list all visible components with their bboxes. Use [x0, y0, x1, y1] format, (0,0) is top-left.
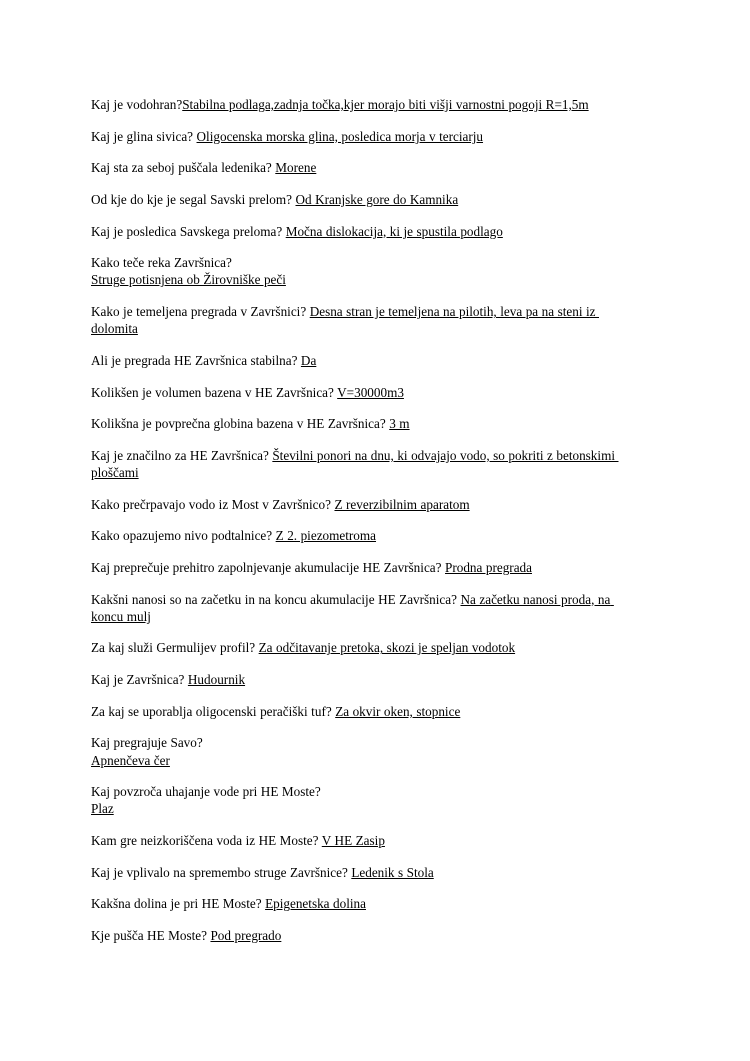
question-text: Za kaj služi Germulijev profil?	[91, 640, 256, 656]
answer-text: Da	[300, 352, 317, 368]
answer-text: Plaz	[91, 801, 114, 817]
answer-text: Številni ponori na dnu, ki odvajajo vodo, so pokriti z betonskimi ploščami	[91, 447, 619, 481]
qa-item	[91, 384, 632, 401]
answer-text: Za okvir oken, stopnice	[335, 703, 461, 719]
qa-item	[91, 496, 632, 513]
qa-item	[91, 415, 632, 432]
answer-text: Oligocenska morska glina, posledica morja v terciarju	[196, 128, 484, 144]
question-text: Ali je pregrada HE Završnica stabilna?	[91, 352, 298, 368]
question-text: Kaj sta za seboj puščala ledenika?	[91, 160, 272, 176]
answer-text: Na začetku nanosi proda, na koncu mulj	[91, 591, 614, 624]
qa-item	[91, 96, 632, 113]
qa-item	[91, 864, 632, 881]
answer-text: Apnenčeva čer	[91, 752, 170, 768]
answer-text: V HE Zasip	[321, 833, 385, 849]
question-text: Kaj je posledica Savskega preloma?	[91, 223, 283, 239]
qa-item	[91, 352, 632, 369]
answer-text: Ledenik s Stola	[351, 864, 434, 880]
qa-item	[91, 895, 632, 912]
answer-text: Prodna pregrada	[445, 560, 532, 575]
question-text: Kaj povzroča uhajanje vode pri HE Moste?	[91, 784, 321, 800]
answer-text: Stabilna podlaga,zadnja točka,kjer morajo biti višji varnostni pogoji R=1,5m	[182, 97, 589, 112]
qa-item	[91, 559, 632, 576]
qa-item	[91, 671, 632, 688]
question-text: Za kaj se uporablja oligocenski peračiški tuf?	[91, 703, 332, 719]
question-text: Kam gre neizkoriščena voda iz HE Moste?	[91, 833, 319, 849]
question-text: Kakšna dolina je pri HE Moste?	[91, 896, 262, 912]
answer-text: V=30000m3	[337, 384, 404, 400]
answer-text: Epigenetska dolina	[265, 896, 366, 912]
answer-text: Hudournik	[187, 672, 246, 688]
qa-item	[91, 783, 632, 817]
question-text: Kako je temeljena pregrada v Završnici?	[91, 304, 307, 320]
answer-text: Močna dislokacija, ki je spustila podlago	[285, 223, 503, 239]
qa-item	[91, 591, 632, 625]
answer-text: Struge potisnjena ob Žirovniške peči	[91, 272, 286, 288]
question-text: Kaj je Završnica?	[91, 672, 185, 688]
qa-item	[91, 223, 632, 240]
answer-text: Za odčitavanje pretoka, skozi je speljan vodotok	[258, 640, 516, 656]
qa-item	[91, 303, 632, 337]
question-text: Kaj je vodohran?	[91, 97, 183, 112]
answer-text: Z reverzibilnim aparatom	[334, 496, 470, 512]
qa-item	[91, 927, 632, 944]
qa-item	[91, 159, 632, 176]
qa-item	[91, 639, 632, 656]
answer-text: Desna stran je temeljena na pilotih, leva pa na steni iz dolomita	[91, 304, 599, 337]
question-text: Kolikšen je volumen bazena v HE Završnica?	[91, 384, 334, 400]
qa-item	[91, 703, 632, 720]
question-text: Kako prečrpavajo vodo iz Most v Završnico?	[91, 496, 331, 512]
question-text: Kakšni nanosi so na začetku in na koncu akumulacije HE Završnica?	[91, 591, 457, 607]
qa-item	[91, 447, 632, 481]
question-text: Kolikšna je povprečna globina bazena v HE Završnica?	[91, 416, 386, 432]
question-text: Kaj je glina sivica?	[91, 128, 194, 144]
question-text: Kako teče reka Završnica?	[91, 255, 232, 271]
question-text: Kaj pregrajuje Savo?	[91, 735, 203, 751]
qa-item	[91, 254, 632, 288]
question-text: Kaj preprečuje prehitro zapolnjevanje akumulacije HE Završnica?	[91, 560, 442, 575]
question-answer-list	[91, 96, 632, 944]
qa-item	[91, 734, 632, 768]
qa-item	[91, 832, 632, 849]
question-text: Od kje do kje je segal Savski prelom?	[91, 191, 292, 207]
answer-text: Morene	[275, 160, 317, 176]
answer-text: Od Kranjske gore do Kamnika	[295, 191, 459, 207]
question-text: Kaj je značilno za HE Završnica?	[91, 447, 269, 463]
question-text: Kaj je vplivalo na spremembo struge Završnice?	[91, 864, 348, 880]
qa-item	[91, 527, 632, 544]
qa-item	[91, 128, 632, 145]
answer-text: 3 m	[389, 416, 410, 432]
answer-text: Z 2. piezometroma	[275, 528, 377, 544]
question-text: Kako opazujemo nivo podtalnice?	[91, 528, 273, 544]
qa-item	[91, 191, 632, 208]
answer-text: Pod pregrado	[210, 928, 282, 944]
question-text: Kje pušča HE Moste?	[91, 928, 207, 944]
